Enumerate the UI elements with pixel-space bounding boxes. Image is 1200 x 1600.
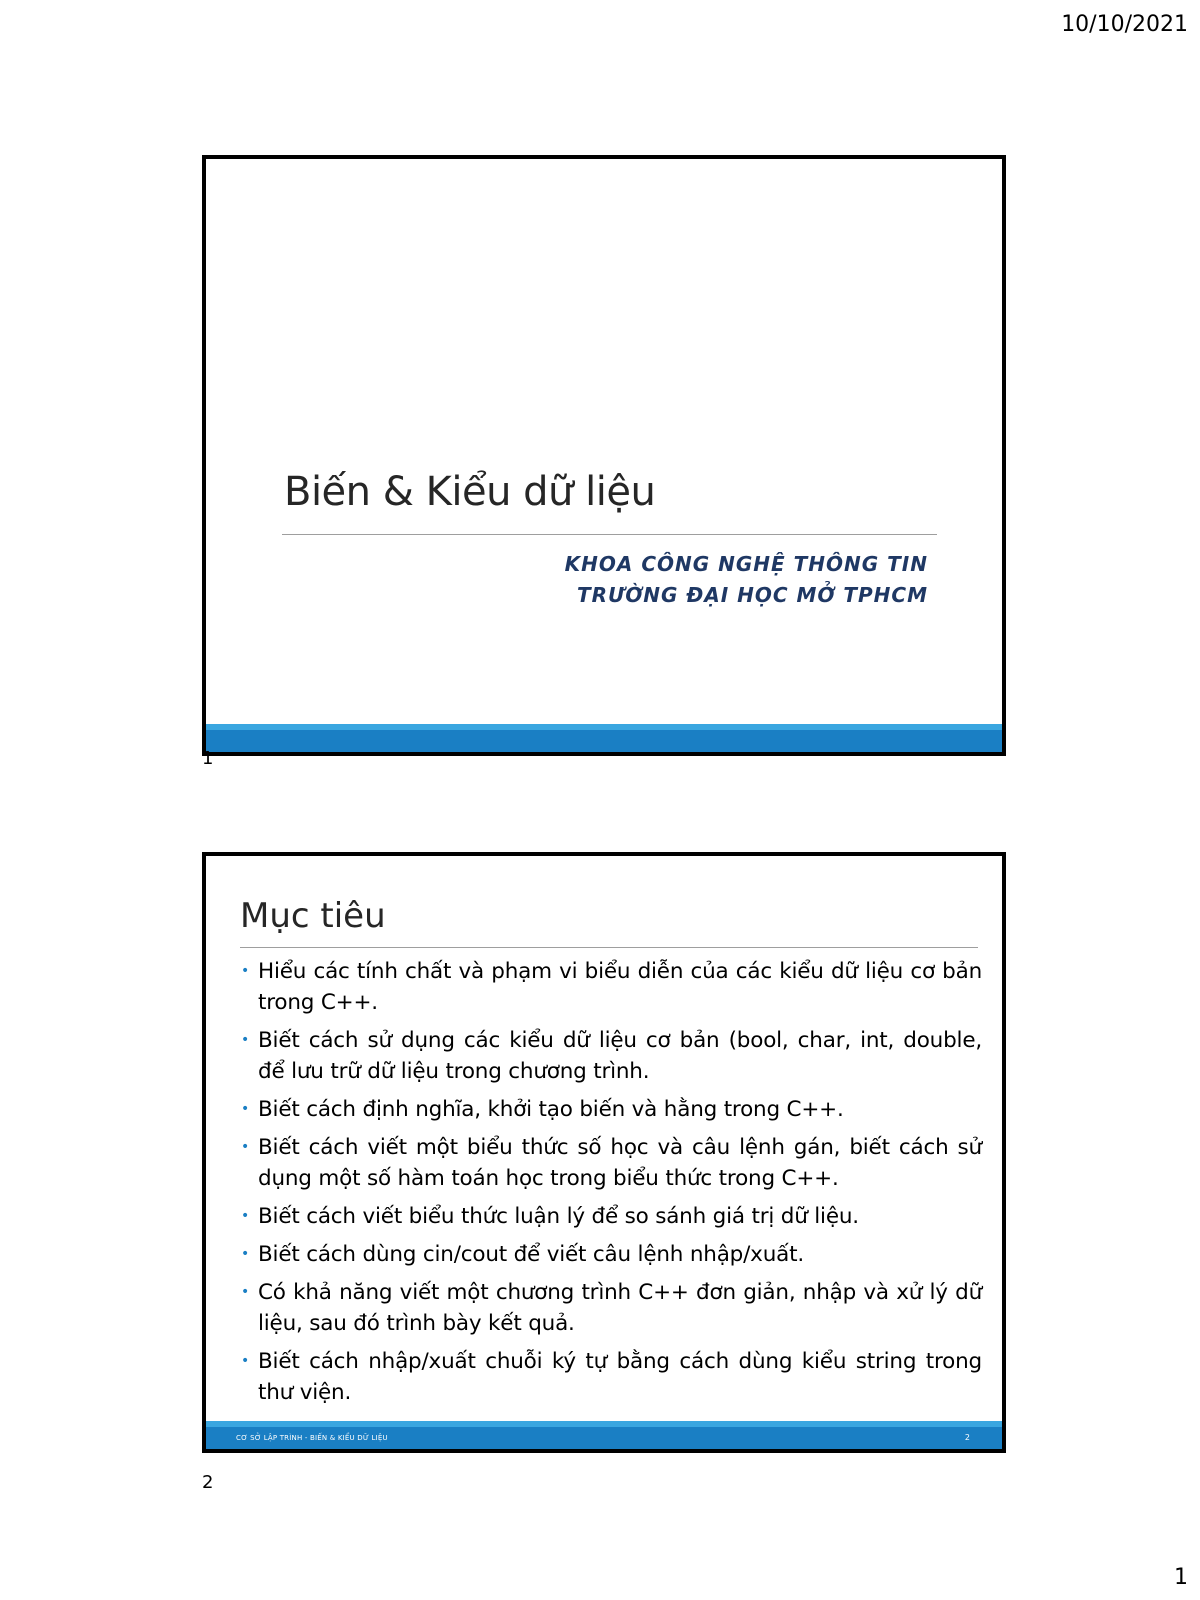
slide-title: Biến & Kiểu dữ liệu bbox=[284, 469, 656, 515]
subtitle-line-university: TRƯỜNG ĐẠI HỌC MỞ TPHCM bbox=[576, 583, 928, 607]
bullet-icon: • bbox=[241, 1353, 250, 1369]
bullet-icon: • bbox=[241, 1246, 250, 1262]
slide-index-1: 1 bbox=[202, 748, 214, 769]
page-number: 1 bbox=[1174, 1565, 1188, 1590]
list-item bbox=[240, 1201, 982, 1232]
objectives-list bbox=[240, 956, 982, 1415]
slide-footer-text: CƠ SỞ LẬP TRÌNH - BIẾN & KIỂU DỮ LIỆU bbox=[236, 1434, 388, 1442]
slide-2 bbox=[202, 852, 1006, 1453]
slide-footer-bar bbox=[206, 724, 1002, 752]
list-item-text: Biết cách nhập/xuất chuỗi ký tự bằng cách dùng kiểu string trong thư viện. bbox=[258, 1349, 982, 1405]
list-item bbox=[240, 1239, 982, 1270]
title-divider bbox=[282, 534, 937, 535]
slide-subtitle bbox=[565, 549, 928, 611]
list-item-text: Biết cách viết một biểu thức số học và câu lệnh gán, biết cách sử dụng một số hàm toán học trong biểu thức trong C++. bbox=[258, 1135, 982, 1191]
list-item-text: Có khả năng viết một chương trình C++ đơn giản, nhập và xử lý dữ liệu, sau đó trình bày kết quả. bbox=[258, 1280, 982, 1336]
list-item bbox=[240, 1025, 982, 1087]
slide-1 bbox=[202, 155, 1006, 756]
page-date: 10/10/2021 bbox=[1061, 12, 1188, 37]
bullet-icon: • bbox=[241, 1101, 250, 1117]
list-item-text: Hiểu các tính chất và phạm vi biểu diễn của các kiểu dữ liệu cơ bản trong C++. bbox=[258, 959, 982, 1015]
list-item bbox=[240, 1132, 982, 1194]
list-item-text: Biết cách sử dụng các kiểu dữ liệu cơ bản (bool, char, int, double, để lưu trữ dữ liệu trong chương trình. bbox=[258, 1028, 982, 1084]
bullet-icon: • bbox=[241, 1032, 250, 1048]
slide-footer-number: 2 bbox=[964, 1433, 970, 1442]
slide-title: Mục tiêu bbox=[240, 896, 386, 936]
list-item bbox=[240, 1277, 982, 1339]
bullet-icon: • bbox=[241, 1208, 250, 1224]
bullet-icon: • bbox=[241, 1139, 250, 1155]
list-item-text: Biết cách định nghĩa, khởi tạo biến và hằng trong C++. bbox=[258, 1097, 844, 1122]
subtitle-line-faculty: KHOA CÔNG NGHỆ THÔNG TIN bbox=[564, 552, 928, 576]
slide-index-2: 2 bbox=[202, 1472, 214, 1493]
bullet-icon: • bbox=[241, 1284, 250, 1300]
list-item-text: Biết cách dùng cin/cout để viết câu lệnh nhập/xuất. bbox=[258, 1242, 804, 1267]
list-item-text: Biết cách viết biểu thức luận lý để so sánh giá trị dữ liệu. bbox=[258, 1204, 859, 1229]
list-item bbox=[240, 1346, 982, 1408]
list-item bbox=[240, 956, 982, 1018]
title-divider bbox=[240, 947, 978, 948]
bullet-icon: • bbox=[241, 963, 250, 979]
list-item bbox=[240, 1094, 982, 1125]
